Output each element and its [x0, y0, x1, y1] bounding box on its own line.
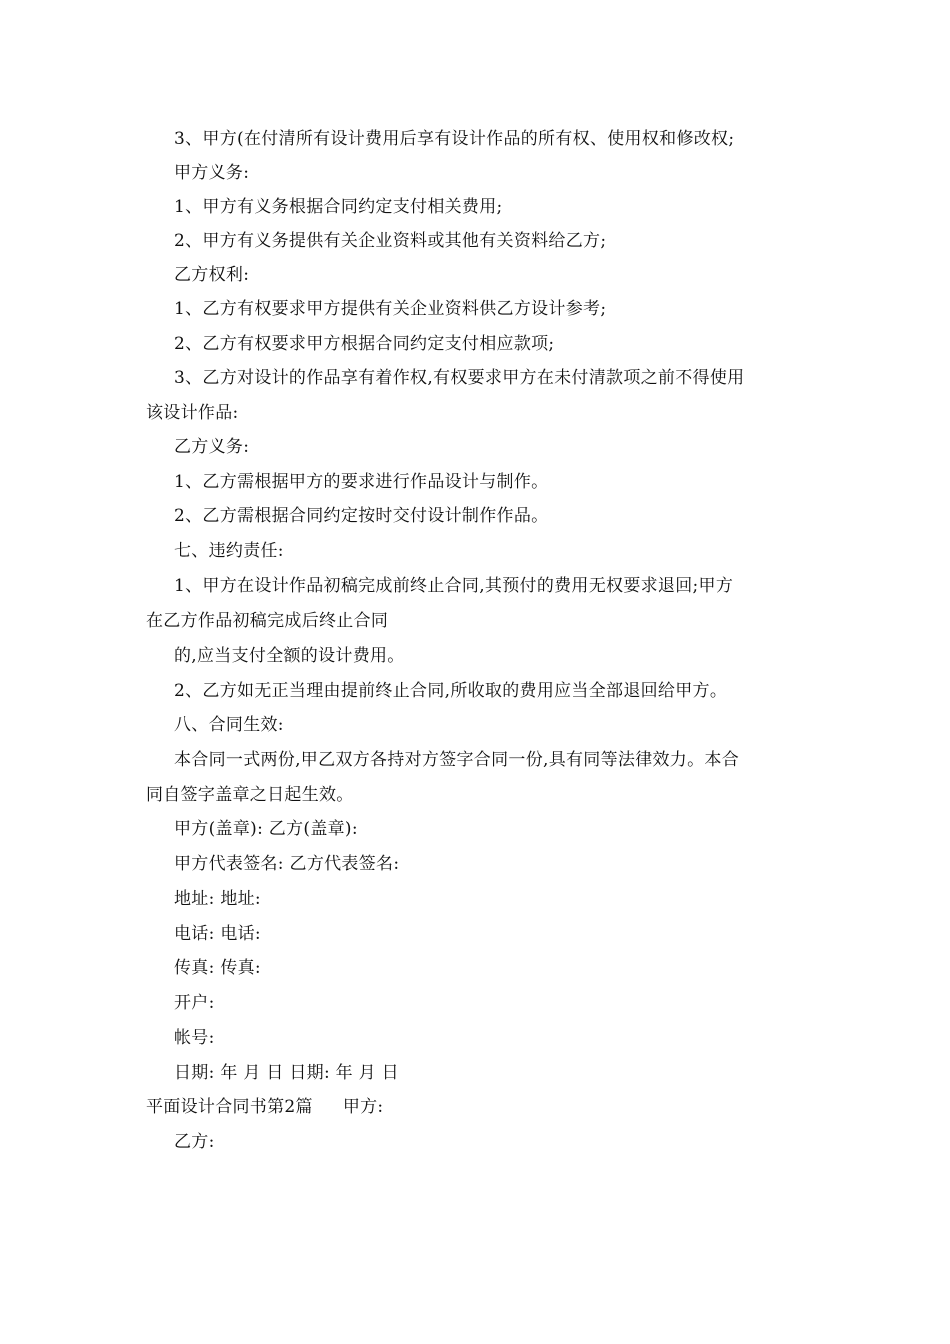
clause-effect: 本合同一式两份,甲乙双方各持对方签字合同一份,具有同等法律效力。本合 [174, 750, 740, 770]
phone-line: 电话: 电话: [174, 924, 261, 944]
clause-breach-1: 1、甲方在设计作品初稿完成前终止合同,其预付的费用无权要求退回;甲方 [174, 576, 734, 596]
clause-b-right-3: 3、乙方对设计的作品享有着作权,有权要求甲方在未付清款项之前不得使用 [174, 368, 745, 388]
heading-party-a-obligations: 甲方义务: [174, 163, 250, 183]
heading-breach-liability: 七、违约责任: [174, 541, 284, 561]
heading-party-b-obligations: 乙方义务: [174, 437, 250, 457]
clause-b-right-2: 2、乙方有权要求甲方根据合同约定支付相应款项; [174, 334, 555, 354]
clause-a-obligation-1: 1、甲方有义务根据合同约定支付相关费用; [174, 197, 503, 217]
fax-line: 传真: 传真: [174, 958, 261, 978]
address-line: 地址: 地址: [174, 889, 261, 909]
clause-b-obligation-1: 1、乙方需根据甲方的要求进行作品设计与制作。 [174, 472, 549, 492]
section-title-line [146, 1096, 383, 1118]
clause-breach-2: 2、乙方如无正当理由提前终止合同,所收取的费用应当全部退回给甲方。 [174, 681, 728, 701]
clause-b-obligation-2: 2、乙方需根据合同约定按时交付设计制作作品。 [174, 506, 549, 526]
clause-breach-1-cont: 在乙方作品初稿完成后终止合同 [146, 611, 389, 631]
clause-a-obligation-2: 2、甲方有义务提供有关企业资料或其他有关资料给乙方; [174, 231, 607, 251]
heading-party-b-rights: 乙方权利: [174, 265, 250, 285]
date-line: 日期: 年 月 日 日期: 年 月 日 [174, 1063, 399, 1083]
signature-seal-line: 甲方(盖章): 乙方(盖章): [174, 819, 358, 839]
clause-b-right-3-cont: 该设计作品: [146, 403, 239, 423]
account-line: 帐号: [174, 1028, 215, 1048]
clause-breach-1-cont-2: 的,应当支付全额的设计费用。 [174, 646, 405, 666]
clause-a3-party-a-rights: 3、甲方(在付清所有设计费用后享有设计作品的所有权、使用权和修改权; [174, 129, 735, 149]
section-title: 平面设计合同书第2篇 [146, 1097, 313, 1117]
bank-line: 开户: [174, 993, 215, 1013]
signature-representative-line: 甲方代表签名: 乙方代表签名: [174, 854, 400, 874]
clause-effect-cont: 同自签字盖章之日起生效。 [146, 785, 354, 805]
heading-contract-effect: 八、合同生效: [174, 715, 284, 735]
party-a-label: 甲方: [342, 1097, 384, 1117]
clause-b-right-1: 1、乙方有权要求甲方提供有关企业资料供乙方设计参考; [174, 299, 607, 319]
party-b-label: 乙方: [174, 1132, 215, 1152]
